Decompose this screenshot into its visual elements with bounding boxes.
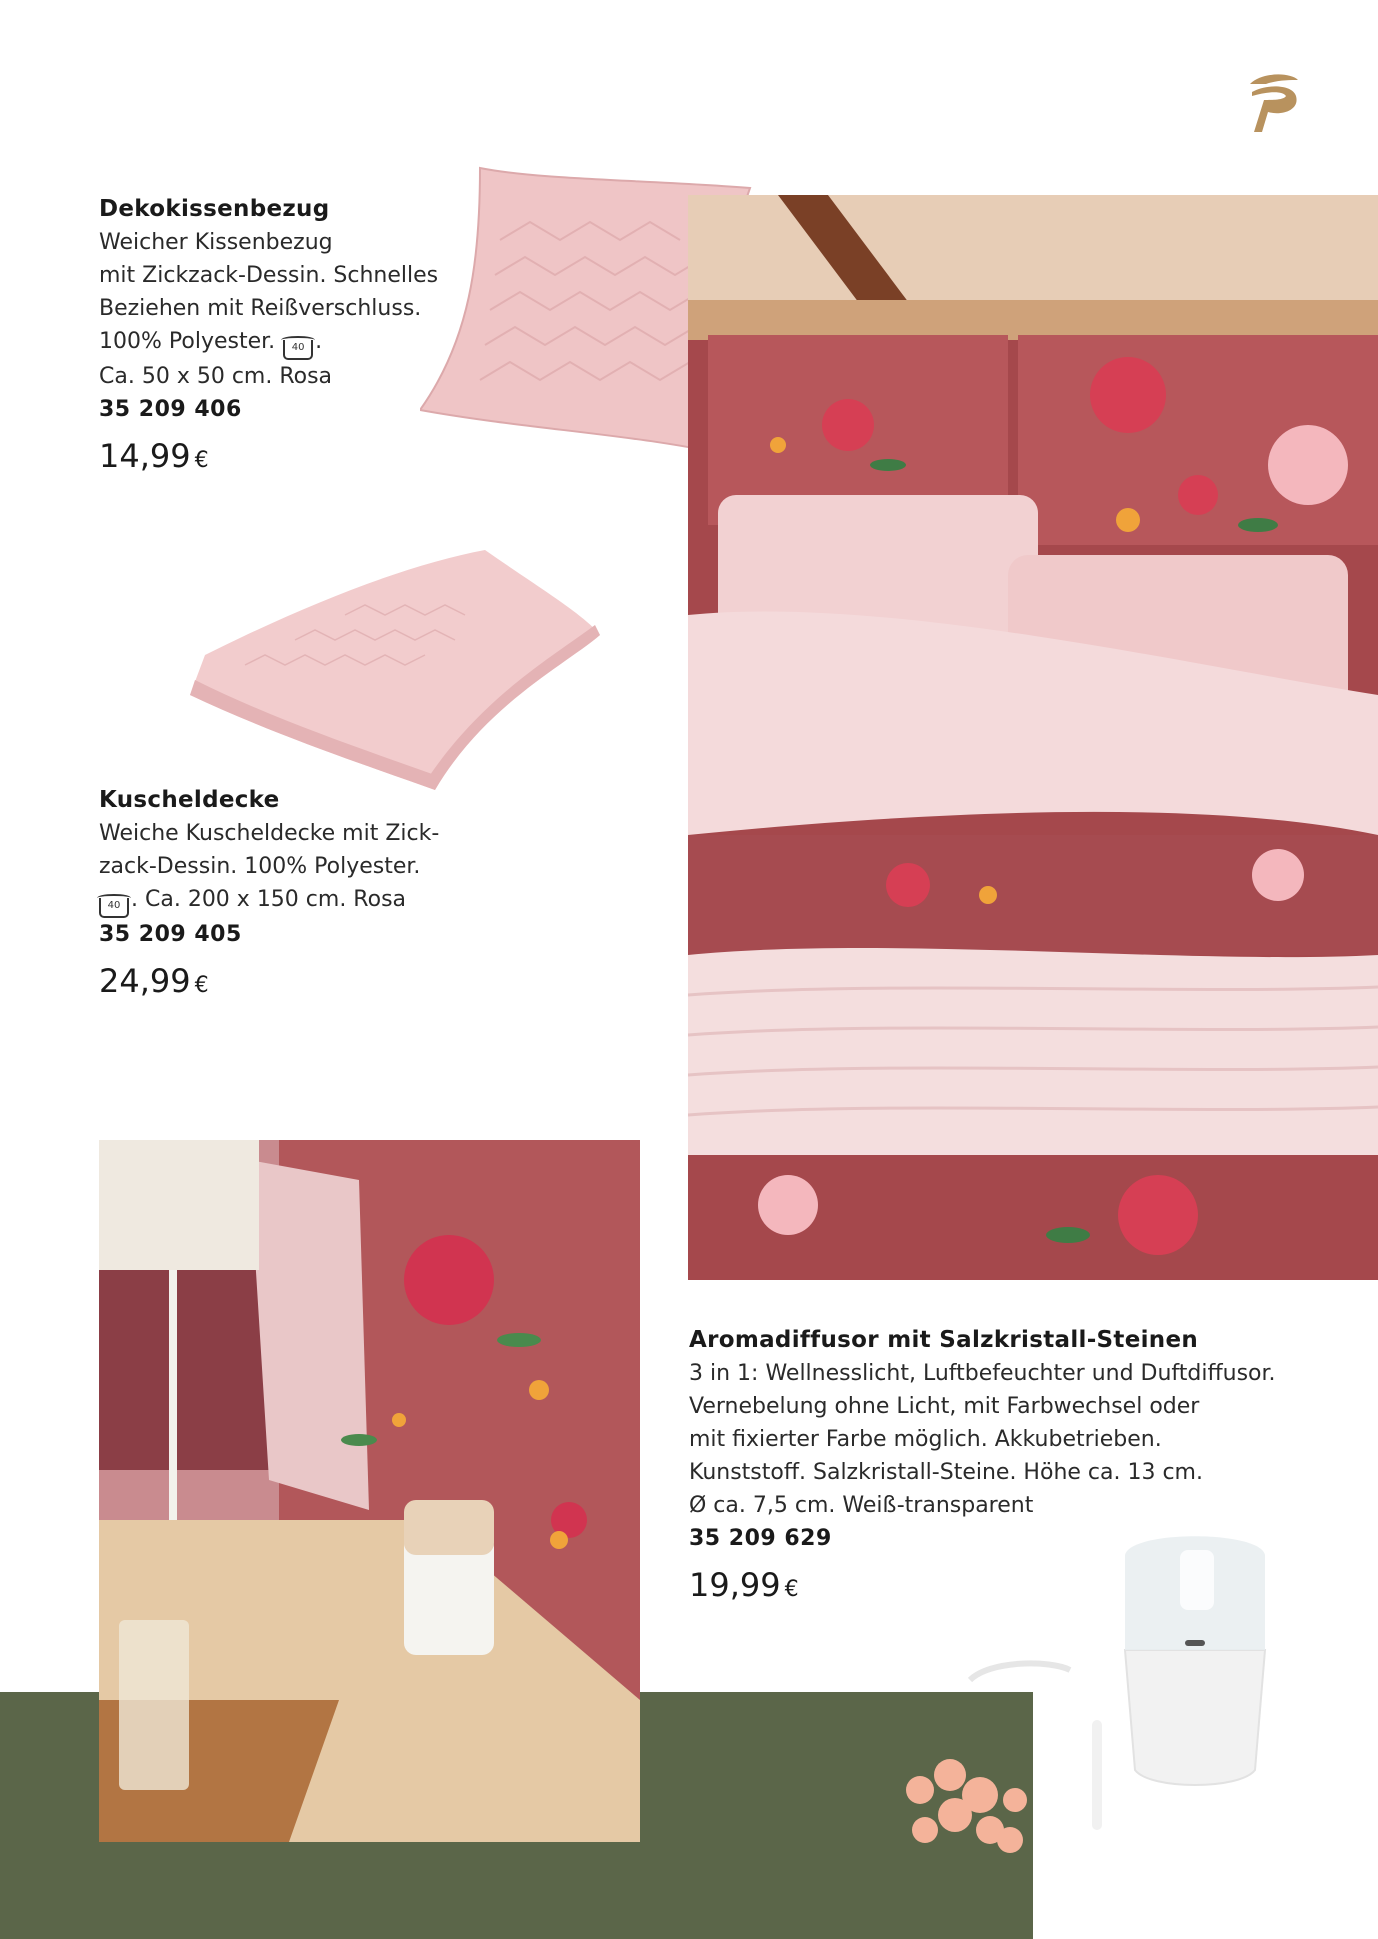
product-desc-line: zack-Dessin. 100% Polyester.	[99, 854, 421, 879]
product-sku: 35 209 406	[99, 397, 242, 422]
wash-40-icon: 40	[283, 340, 313, 360]
product-desc-line: Vernebelung ohne Licht, mit Farbwechsel oder	[689, 1394, 1200, 1419]
blanket-product-photo	[185, 545, 605, 795]
product-title: Aromadiffusor mit Salzkristall-Steinen	[689, 1327, 1199, 1353]
product-desc-line: 40 . Ca. 200 x 150 cm. Rosa	[99, 883, 459, 918]
product-sku: 35 209 629	[689, 1526, 832, 1551]
aroma-diffuser-product-photo	[880, 1510, 1280, 1939]
product-desc-line: Ø ca. 7,5 cm. Weiß-transparent	[689, 1493, 1034, 1518]
product-desc-line: Kunststoff. Salzkristall-Steine. Höhe ca. 13 cm.	[689, 1460, 1203, 1485]
product-desc-line: Weicher Kissenbezug	[99, 230, 333, 255]
product-title: Dekokissenbezug	[99, 196, 330, 222]
product-price: 19,99 €	[689, 1566, 799, 1604]
product-title: Kuscheldecke	[99, 787, 280, 813]
product-desc-line: Beziehen mit Reißverschluss.	[99, 296, 422, 321]
product-desc-line: Ca. 50 x 50 cm. Rosa	[99, 364, 333, 389]
tchibo-logo-icon	[1242, 70, 1302, 136]
bedroom-scene-photo	[688, 195, 1378, 1280]
product-price: 24,99 €	[99, 962, 209, 1000]
product-desc-line: mit fixierter Farbe möglich. Akkubetrieben.	[689, 1427, 1162, 1452]
product-desc-line: 100% Polyester. 40 .	[99, 325, 459, 360]
product-desc-line: mit Zickzack-Dessin. Schnelles	[99, 263, 439, 288]
product-kuscheldecke	[99, 784, 459, 1006]
wash-40-icon: 40	[99, 898, 129, 918]
product-dekokissenbezug	[99, 193, 459, 481]
product-sku: 35 209 405	[99, 922, 242, 947]
nightstand-lamp-photo	[99, 1140, 640, 1842]
product-desc-line: Weiche Kuscheldecke mit Zick-	[99, 821, 440, 846]
product-price: 14,99 €	[99, 437, 209, 475]
product-desc-line: 3 in 1: Wellnesslicht, Luftbefeuchter und Duftdiffusor.	[689, 1361, 1276, 1386]
